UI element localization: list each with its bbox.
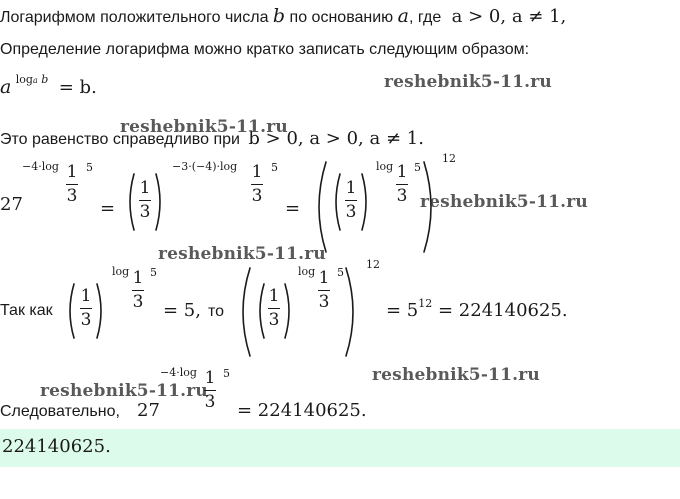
eq3-exp-arg: 5	[223, 367, 230, 380]
eq1-exp1-frac: 1 3	[66, 162, 78, 206]
eq1-inner-left-paren	[330, 172, 342, 232]
eq2-frac: 1 3	[80, 286, 92, 330]
watermark: reshebnik5-11.ru	[120, 117, 288, 137]
eq2-text-before: Так как	[0, 302, 53, 319]
eq1-right-paren	[154, 172, 166, 232]
var-a: a	[397, 5, 409, 27]
eq3-exp-frac: 1 3	[204, 368, 216, 412]
eq1-inner-exp: log	[376, 160, 394, 173]
validity-text: Это равенство справедливо при	[0, 131, 240, 148]
eq1-exp2: −3·(−4)·log	[172, 160, 238, 173]
eq2-inner-exp-arg: 5	[337, 266, 344, 279]
watermark: reshebnik5-11.ru	[384, 72, 552, 92]
eq2-inner-left-paren	[254, 282, 266, 340]
def-rhs: = b.	[58, 77, 97, 98]
eq1-exp1: −4·log	[22, 160, 59, 173]
intro-line	[0, 7, 566, 26]
eq2-right-paren	[95, 282, 107, 340]
eq1-equals-1: =	[100, 198, 116, 219]
definition-intro: Определение логарифма можно кратко записать следующим образом:	[0, 41, 530, 58]
eq2-outer-right-paren	[344, 266, 362, 358]
var-b: b	[272, 5, 286, 27]
validity-condition: b > 0, a > 0, a ≠ 1.	[248, 128, 424, 149]
definition-formula	[0, 73, 97, 98]
watermark: reshebnik5-11.ru	[372, 365, 540, 385]
intro-text-a: Логарифмом положительного числа	[0, 9, 269, 26]
watermark: reshebnik5-11.ru	[158, 244, 326, 264]
eq1-frac: 1 3	[139, 178, 151, 222]
intro-text-b: по основанию	[289, 9, 394, 26]
eq1-exp2-frac: 1 3	[251, 162, 263, 206]
eq1-outer-left-paren	[310, 160, 328, 254]
watermark: reshebnik5-11.ru	[420, 192, 588, 212]
eq2-exp: log	[112, 265, 130, 278]
eq2-rhs: = 5,	[163, 300, 201, 321]
eq1-left-paren	[124, 172, 136, 232]
eq3-base: 27	[137, 400, 160, 421]
intro-condition: a > 0, a ≠ 1,	[451, 6, 567, 27]
eq1-inner-exp-arg: 5	[414, 161, 421, 174]
eq2-text-to: то	[208, 303, 225, 320]
eq2-inner-exp-frac: 1 3	[318, 268, 330, 312]
eq1-exp2-arg: 5	[271, 161, 278, 174]
eq1-outer-exp: 12	[442, 152, 456, 165]
watermark: reshebnik5-11.ru	[40, 381, 208, 401]
eq3-exp: −4·log	[160, 366, 197, 379]
def-base: a	[0, 76, 12, 98]
eq1-equals-2: =	[285, 198, 301, 219]
eq1-inner-right-paren	[360, 172, 372, 232]
eq1-inner-exp-frac: 1 3	[396, 162, 408, 206]
answer-box	[0, 429, 680, 467]
def-exp: loga b	[15, 73, 49, 86]
eq1-inner-frac: 1 3	[345, 178, 357, 222]
eq1-exp1-arg: 5	[86, 161, 93, 174]
eq2-inner-right-paren	[283, 282, 295, 340]
eq2-exp-frac: 1 3	[132, 268, 144, 312]
eq1-base: 27	[0, 194, 23, 215]
eq2-left-paren	[64, 282, 76, 340]
eq2-exp-arg: 5	[150, 266, 157, 279]
intro-text-c: , где	[408, 9, 442, 26]
eq3-text-before: Следовательно,	[0, 403, 120, 420]
eq2-result: = $5^{12} = 224140625$.	[386, 297, 568, 321]
eq2-inner-frac: 1 3	[268, 286, 280, 330]
eq2-inner-exp: log	[298, 265, 316, 278]
eq2-outer-left-paren	[234, 266, 252, 358]
eq2-outer-exp: 12	[366, 258, 380, 271]
eq3-rhs: = 224140625.	[237, 400, 367, 421]
answer-value: 224140625.	[2, 436, 111, 457]
